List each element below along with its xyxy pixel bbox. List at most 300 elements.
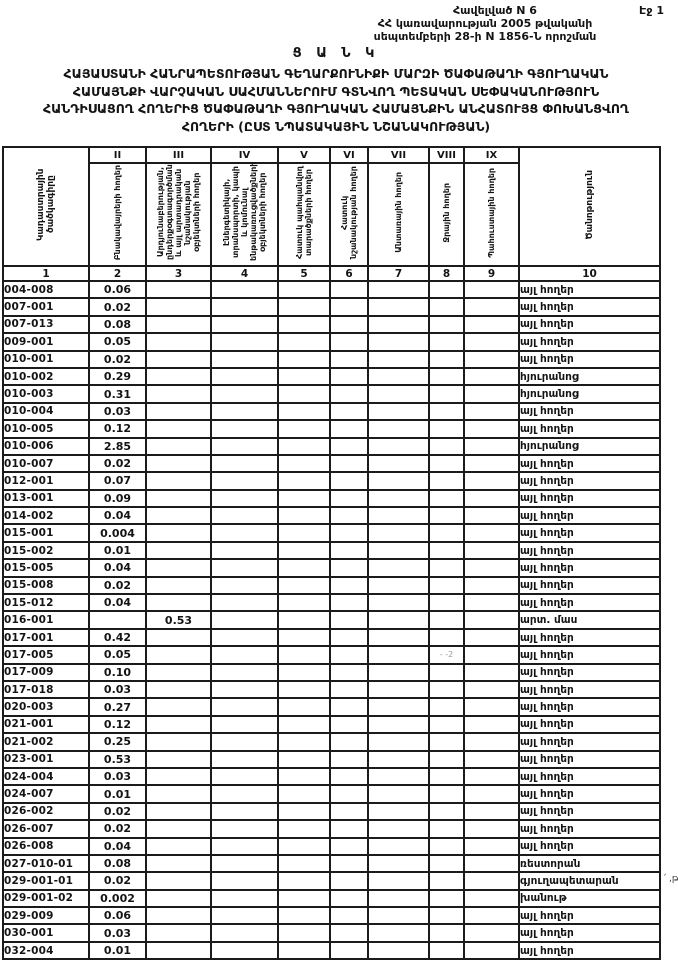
- cadastral-code-cell: 023-001: [3, 751, 89, 768]
- area-value-cell-6: [330, 629, 368, 646]
- note-cell: այլ հողեր: [519, 490, 660, 507]
- area-value-cell-6: [330, 298, 368, 315]
- area-value-cell-3: [146, 629, 211, 646]
- area-value-cell-6: [330, 751, 368, 768]
- area-value-cell-6: [330, 942, 368, 959]
- cadastral-code-cell: 010-007: [3, 455, 89, 472]
- area-value-cell-9: [464, 681, 519, 698]
- area-value-cell-6: [330, 785, 368, 802]
- area-value-cell-7: [368, 942, 429, 959]
- cadastral-code-cell: 024-004: [3, 768, 89, 785]
- area-value-cell-6: [330, 611, 368, 628]
- roman-III: III: [146, 147, 211, 163]
- area-value-cell-6: [330, 872, 368, 889]
- area-value-cell-7: [368, 333, 429, 350]
- area-value-cell-4: [211, 559, 278, 576]
- area-value-cell-7: [368, 281, 429, 298]
- table-row: [3, 490, 660, 507]
- area-value-cell-4: [211, 577, 278, 594]
- area-value-cell-9: [464, 872, 519, 889]
- area-value-cell-3: [146, 594, 211, 611]
- cadastral-code-cell: 029-009: [3, 907, 89, 924]
- area-value-cell-5: [278, 646, 330, 663]
- area-value-cell-9: [464, 838, 519, 855]
- area-value-cell-3: [146, 907, 211, 924]
- area-value-cell-9: [464, 785, 519, 802]
- header-note: [519, 147, 660, 266]
- area-value-cell-8: [429, 507, 464, 524]
- table-row: [3, 629, 660, 646]
- area-value-cell-4: [211, 785, 278, 802]
- note-cell: այլ հողեր: [519, 733, 660, 750]
- area-value-cell-9: [464, 820, 519, 837]
- area-value-cell-3: [146, 855, 211, 872]
- area-value-cell-3: [146, 472, 211, 489]
- note-cell: այլ հողեր: [519, 420, 660, 437]
- area-value-cell-4: [211, 942, 278, 959]
- area-value-cell-6: [330, 733, 368, 750]
- area-value-cell-2: [89, 611, 146, 628]
- area-value-cell-3: 0.53: [146, 611, 211, 628]
- cadastral-code-cell: 010-003: [3, 385, 89, 402]
- area-value-cell-7: [368, 316, 429, 333]
- area-value-cell-4: [211, 524, 278, 541]
- header-forest-lands-label: Անտառային հողեր: [394, 172, 403, 253]
- area-value-cell-9: [464, 507, 519, 524]
- area-value-cell-4: [211, 281, 278, 298]
- area-value-cell-7: [368, 351, 429, 368]
- roman-VII: VII: [368, 147, 429, 163]
- area-value-cell-7: [368, 820, 429, 837]
- area-value-cell-5: [278, 820, 330, 837]
- cadastral-code-cell: 027-010-01: [3, 855, 89, 872]
- area-value-cell-2: 0.04: [89, 559, 146, 576]
- table-row: [3, 316, 660, 333]
- cadastral-code-cell: 012-001: [3, 472, 89, 489]
- area-value-cell-6: [330, 524, 368, 541]
- area-value-cell-5: [278, 768, 330, 785]
- area-value-cell-8: [429, 838, 464, 855]
- area-value-cell-7: [368, 629, 429, 646]
- table-row: [3, 455, 660, 472]
- area-value-cell-3: [146, 281, 211, 298]
- area-value-cell-8: [429, 420, 464, 437]
- area-value-cell-2: 0.12: [89, 716, 146, 733]
- area-value-cell-4: [211, 351, 278, 368]
- area-value-cell-6: [330, 542, 368, 559]
- table-row: [3, 855, 660, 872]
- area-value-cell-7: [368, 890, 429, 907]
- note-cell: այլ հողեր: [519, 333, 660, 350]
- note-cell: այլ հողեր: [519, 768, 660, 785]
- header-reserve-lands: [464, 163, 519, 266]
- table-row: [3, 351, 660, 368]
- note-cell: այլ հողեր: [519, 351, 660, 368]
- note-cell: հյուրանոց: [519, 368, 660, 385]
- note-cell: այլ հողեր: [519, 559, 660, 576]
- area-value-cell-4: [211, 542, 278, 559]
- area-value-cell-5: [278, 594, 330, 611]
- cadastral-code-cell: 015-012: [3, 594, 89, 611]
- cadastral-code-cell: 030-001: [3, 924, 89, 941]
- area-value-cell-2: 0.06: [89, 907, 146, 924]
- area-value-cell-9: [464, 298, 519, 315]
- area-value-cell-5: [278, 907, 330, 924]
- area-value-cell-4: [211, 611, 278, 628]
- area-value-cell-8: [429, 316, 464, 333]
- area-value-cell-2: 0.29: [89, 368, 146, 385]
- area-value-cell-6: [330, 420, 368, 437]
- cadastral-code-cell: 015-002: [3, 542, 89, 559]
- table-row: [3, 385, 660, 402]
- header-residential-lands-label: Բնակավայրերի հողեր: [113, 164, 122, 261]
- col-num-2: 2: [89, 266, 146, 281]
- area-value-cell-8: - -2: [429, 646, 464, 663]
- area-value-cell-5: [278, 942, 330, 959]
- table-row: [3, 577, 660, 594]
- area-value-cell-2: 0.02: [89, 455, 146, 472]
- area-value-cell-7: [368, 872, 429, 889]
- header-infrastructure-lands-label: Էներգետիկայի, տրանսպորտի, կապի և կոմունալ ենթակառուցվածքների օբյեկտների հողեր: [222, 161, 267, 261]
- area-value-cell-9: [464, 646, 519, 663]
- cadastral-code-cell: 021-002: [3, 733, 89, 750]
- area-value-cell-9: [464, 716, 519, 733]
- area-value-cell-8: [429, 542, 464, 559]
- area-value-cell-4: [211, 681, 278, 698]
- area-value-cell-7: [368, 681, 429, 698]
- decree-line-2: սեպտեմբերի 28-ի N 1856-Ն որոշման: [373, 30, 597, 43]
- area-value-cell-3: [146, 385, 211, 402]
- area-value-cell-9: [464, 803, 519, 820]
- header-special-purpose-lands-label: Հատուկ նշանակության հողեր: [340, 166, 358, 259]
- cadastral-code-cell: 029-001-02: [3, 890, 89, 907]
- area-value-cell-3: [146, 333, 211, 350]
- area-value-cell-4: [211, 924, 278, 941]
- cadastral-code-cell: 010-005: [3, 420, 89, 437]
- area-value-cell-9: [464, 316, 519, 333]
- area-value-cell-8: [429, 907, 464, 924]
- area-value-cell-5: [278, 524, 330, 541]
- cadastral-code-cell: 015-001: [3, 524, 89, 541]
- table-row: [3, 733, 660, 750]
- area-value-cell-6: [330, 507, 368, 524]
- area-value-cell-6: [330, 855, 368, 872]
- area-value-cell-5: [278, 351, 330, 368]
- note-cell: արտ. մաս: [519, 611, 660, 628]
- area-value-cell-7: [368, 403, 429, 420]
- note-cell: այլ հողեր: [519, 507, 660, 524]
- note-cell: այլ հողեր: [519, 716, 660, 733]
- area-value-cell-3: [146, 681, 211, 698]
- cadastral-code-cell: 029-001-01: [3, 872, 89, 889]
- area-value-cell-5: [278, 716, 330, 733]
- area-value-cell-3: [146, 838, 211, 855]
- area-value-cell-3: [146, 646, 211, 663]
- area-value-cell-2: 0.53: [89, 751, 146, 768]
- area-value-cell-5: [278, 559, 330, 576]
- cadastral-code-cell: 032-004: [3, 942, 89, 959]
- cadastral-code-cell: 007-001: [3, 298, 89, 315]
- area-value-cell-4: [211, 768, 278, 785]
- table-row: [3, 281, 660, 298]
- table-row: [3, 524, 660, 541]
- cadastral-code-cell: 015-005: [3, 559, 89, 576]
- cadastral-code-cell: 010-006: [3, 438, 89, 455]
- area-value-cell-2: 0.02: [89, 820, 146, 837]
- area-value-cell-7: [368, 855, 429, 872]
- area-value-cell-6: [330, 577, 368, 594]
- area-value-cell-2: 0.03: [89, 768, 146, 785]
- table-row: [3, 333, 660, 350]
- area-value-cell-4: [211, 438, 278, 455]
- area-value-cell-6: [330, 438, 368, 455]
- area-value-cell-6: [330, 385, 368, 402]
- area-value-cell-5: [278, 368, 330, 385]
- area-value-cell-3: [146, 872, 211, 889]
- area-value-cell-7: [368, 698, 429, 715]
- area-value-cell-5: [278, 924, 330, 941]
- area-value-cell-6: [330, 820, 368, 837]
- area-value-cell-3: [146, 455, 211, 472]
- area-value-cell-8: [429, 803, 464, 820]
- cadastral-code-cell: 017-005: [3, 646, 89, 663]
- note-cell: այլ հողեր: [519, 629, 660, 646]
- note-cell: այլ հողեր: [519, 664, 660, 681]
- area-value-cell-9: [464, 768, 519, 785]
- area-value-cell-5: [278, 785, 330, 802]
- cadastral-code-cell: 010-002: [3, 368, 89, 385]
- area-value-cell-8: [429, 385, 464, 402]
- area-value-cell-2: 0.05: [89, 646, 146, 663]
- roman-II: II: [89, 147, 146, 163]
- area-value-cell-3: [146, 664, 211, 681]
- area-value-cell-6: [330, 472, 368, 489]
- cadastral-code-cell: 017-001: [3, 629, 89, 646]
- area-value-cell-9: [464, 542, 519, 559]
- area-value-cell-6: [330, 368, 368, 385]
- area-value-cell-8: [429, 872, 464, 889]
- area-value-cell-3: [146, 577, 211, 594]
- area-value-cell-3: [146, 803, 211, 820]
- area-value-cell-7: [368, 472, 429, 489]
- note-cell: այլ հողեր: [519, 577, 660, 594]
- table-row: [3, 803, 660, 820]
- cadastral-code-cell: 017-009: [3, 664, 89, 681]
- area-value-cell-4: [211, 368, 278, 385]
- area-value-cell-5: [278, 333, 330, 350]
- area-value-cell-9: [464, 385, 519, 402]
- table-row: [3, 298, 660, 315]
- area-value-cell-8: [429, 438, 464, 455]
- area-value-cell-6: [330, 698, 368, 715]
- area-value-cell-9: [464, 890, 519, 907]
- cadastral-code-cell: 015-008: [3, 577, 89, 594]
- note-cell: այլ հողեր: [519, 455, 660, 472]
- area-value-cell-4: [211, 872, 278, 889]
- area-value-cell-2: 0.07: [89, 472, 146, 489]
- area-value-cell-8: [429, 751, 464, 768]
- note-cell: այլ հողեր: [519, 524, 660, 541]
- area-value-cell-7: [368, 298, 429, 315]
- area-value-cell-7: [368, 785, 429, 802]
- area-value-cell-7: [368, 716, 429, 733]
- area-value-cell-7: [368, 751, 429, 768]
- area-value-cell-3: [146, 420, 211, 437]
- header-industrial-lands: [146, 163, 211, 266]
- area-value-cell-4: [211, 472, 278, 489]
- header-protected-lands: [278, 163, 330, 266]
- area-value-cell-6: [330, 333, 368, 350]
- note-cell: այլ հողեր: [519, 803, 660, 820]
- area-value-cell-6: [330, 646, 368, 663]
- page-number: Էջ 1: [639, 4, 664, 17]
- cadastral-code-cell: 004-008: [3, 281, 89, 298]
- note-cell: այլ հողեր: [519, 838, 660, 855]
- area-value-cell-2: 0.31: [89, 385, 146, 402]
- cadastral-code-cell: 026-008: [3, 838, 89, 855]
- area-value-cell-8: [429, 768, 464, 785]
- area-value-cell-5: [278, 316, 330, 333]
- roman-numeral-row: [3, 147, 660, 163]
- area-value-cell-8: [429, 524, 464, 541]
- cadastral-code-cell: 014-002: [3, 507, 89, 524]
- cadastral-code-cell: 024-007: [3, 785, 89, 802]
- area-value-cell-4: [211, 820, 278, 837]
- col-num-7: 7: [368, 266, 429, 281]
- note-cell: այլ հողեր: [519, 698, 660, 715]
- area-value-cell-8: [429, 298, 464, 315]
- area-value-cell-4: [211, 403, 278, 420]
- header-water-lands-label: Ջրային հողեր: [442, 182, 451, 243]
- area-value-cell-9: [464, 751, 519, 768]
- area-value-cell-8: [429, 942, 464, 959]
- header-industrial-lands-label: Արդյունաբերության, ընդերքօգտագործման և այլ արտադրական նշանակության օբյեկտների հողեր: [156, 164, 201, 261]
- area-value-cell-7: [368, 664, 429, 681]
- cadastral-code-cell: 017-018: [3, 681, 89, 698]
- area-value-cell-7: [368, 924, 429, 941]
- area-value-cell-3: [146, 298, 211, 315]
- area-value-cell-7: [368, 594, 429, 611]
- subtitle-line-2: ՀԱՄԱՅՆՔԻ ՎԱՐՉԱԿԱՆ ՍԱՀՄԱՆՆԵՐՈՒՄ ԳՏՆՎՈՂ ՊԵՏԱԿԱՆ ՍԵՓԱԿԱՆՈՒԹՅՈՒՆ: [72, 83, 600, 99]
- table-row: [3, 751, 660, 768]
- area-value-cell-8: [429, 455, 464, 472]
- table-body: [3, 281, 678, 959]
- table-row: [3, 472, 660, 489]
- area-value-cell-5: [278, 438, 330, 455]
- area-value-cell-8: [429, 472, 464, 489]
- table-row: [3, 907, 660, 924]
- area-value-cell-6: [330, 664, 368, 681]
- area-value-cell-4: [211, 420, 278, 437]
- area-value-cell-3: [146, 820, 211, 837]
- area-value-cell-6: [330, 559, 368, 576]
- area-value-cell-4: [211, 646, 278, 663]
- area-value-cell-6: [330, 316, 368, 333]
- header-cadastral-code-label: Կադաստրային ծածկագիրը: [36, 168, 56, 241]
- area-value-cell-3: [146, 785, 211, 802]
- roman-VI: VI: [330, 147, 368, 163]
- roman-IV: IV: [211, 147, 278, 163]
- area-value-cell-4: [211, 838, 278, 855]
- col-num-9: 9: [464, 266, 519, 281]
- header-forest-lands: [368, 163, 429, 266]
- area-value-cell-2: 0.01: [89, 785, 146, 802]
- note-cell: այլ հողեր: [519, 472, 660, 489]
- area-value-cell-3: [146, 733, 211, 750]
- area-value-cell-9: [464, 351, 519, 368]
- area-value-cell-3: [146, 438, 211, 455]
- area-value-cell-2: 0.01: [89, 542, 146, 559]
- area-value-cell-5: [278, 872, 330, 889]
- area-value-cell-9: [464, 368, 519, 385]
- col-num-8: 8: [429, 266, 464, 281]
- note-cell: այլ հողեր: [519, 820, 660, 837]
- table-header: [3, 147, 660, 281]
- area-value-cell-7: [368, 507, 429, 524]
- area-value-cell-4: [211, 716, 278, 733]
- area-value-cell-3: [146, 316, 211, 333]
- area-value-cell-7: [368, 611, 429, 628]
- area-value-cell-2: 0.002: [89, 890, 146, 907]
- area-value-cell-5: [278, 298, 330, 315]
- area-value-cell-5: [278, 664, 330, 681]
- area-value-cell-2: 0.02: [89, 803, 146, 820]
- area-value-cell-4: [211, 490, 278, 507]
- area-value-cell-9: [464, 664, 519, 681]
- area-value-cell-8: [429, 368, 464, 385]
- area-value-cell-9: [464, 420, 519, 437]
- cadastral-code-cell: 021-001: [3, 716, 89, 733]
- area-value-cell-6: [330, 716, 368, 733]
- area-value-cell-6: [330, 838, 368, 855]
- area-value-cell-7: [368, 490, 429, 507]
- area-value-cell-8: [429, 733, 464, 750]
- note-cell: խանութ: [519, 890, 660, 907]
- area-value-cell-2: 2.85: [89, 438, 146, 455]
- area-value-cell-5: [278, 890, 330, 907]
- table-row: [3, 872, 660, 889]
- area-value-cell-2: 0.02: [89, 577, 146, 594]
- column-number-row: [3, 266, 660, 281]
- area-value-cell-4: [211, 733, 278, 750]
- table-row: [3, 698, 660, 715]
- area-value-cell-3: [146, 716, 211, 733]
- area-value-cell-2: 0.06: [89, 281, 146, 298]
- table-row: [3, 559, 660, 576]
- area-value-cell-4: [211, 316, 278, 333]
- area-value-cell-2: 0.08: [89, 316, 146, 333]
- area-value-cell-7: [368, 438, 429, 455]
- area-value-cell-5: [278, 542, 330, 559]
- area-value-cell-2: 0.02: [89, 351, 146, 368]
- table-row: [3, 942, 660, 959]
- area-value-cell-9: [464, 594, 519, 611]
- area-value-cell-6: [330, 924, 368, 941]
- area-value-cell-7: [368, 368, 429, 385]
- table-row: [3, 664, 660, 681]
- area-value-cell-4: [211, 907, 278, 924]
- table-row: [3, 716, 660, 733]
- area-value-cell-2: 0.12: [89, 420, 146, 437]
- area-value-cell-6: [330, 281, 368, 298]
- col-num-3: 3: [146, 266, 211, 281]
- note-cell: այլ հողեր: [519, 316, 660, 333]
- area-value-cell-2: 0.03: [89, 924, 146, 941]
- area-value-cell-7: [368, 455, 429, 472]
- area-value-cell-6: [330, 403, 368, 420]
- appendix-label: Հավելված N 6: [453, 4, 537, 17]
- area-value-cell-4: [211, 664, 278, 681]
